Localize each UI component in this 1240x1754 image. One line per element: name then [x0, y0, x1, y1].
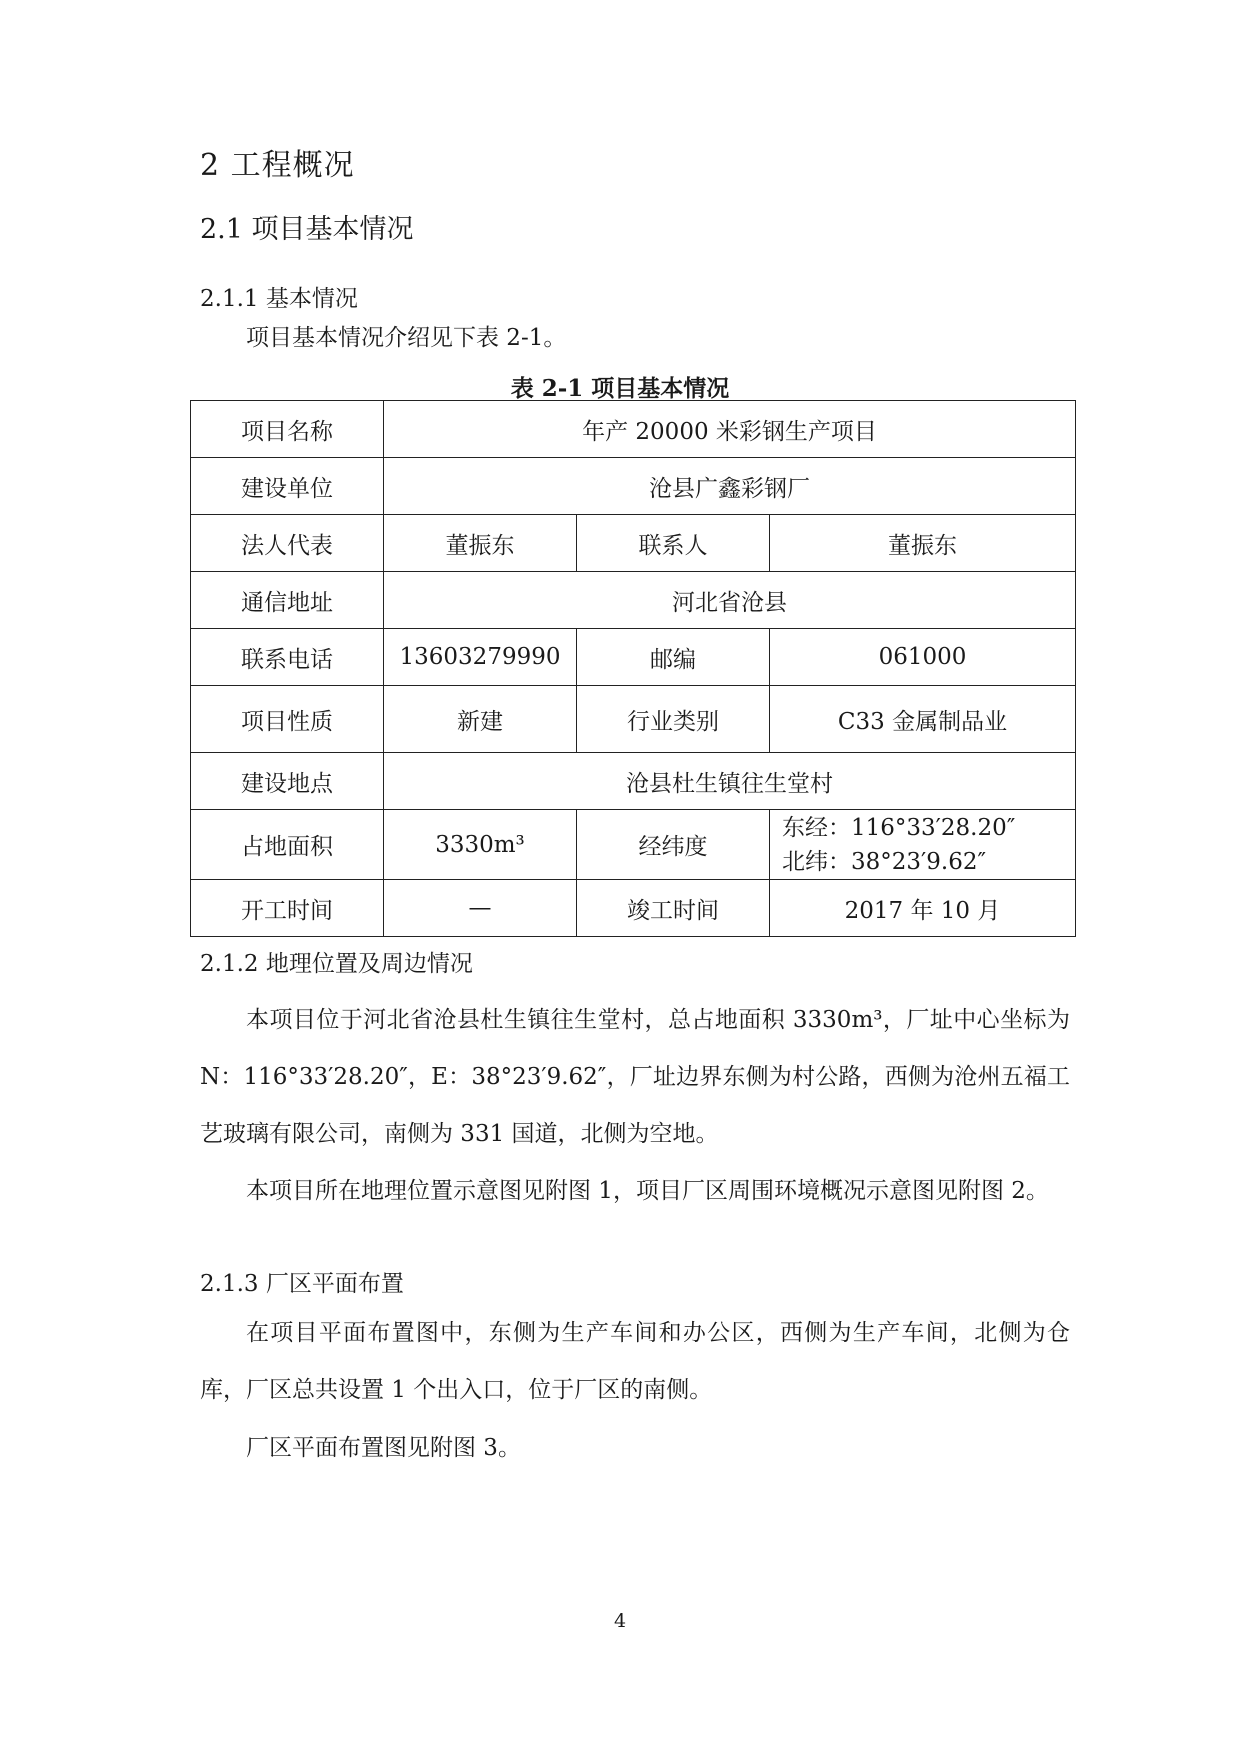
table-row	[191, 401, 1076, 458]
nature-label: 项目性质	[191, 686, 384, 753]
builder-value: 沧县广鑫彩钢厂	[384, 458, 1076, 515]
longitude-value: 东经：116°33′28.20″	[782, 814, 1016, 841]
project-info-table	[190, 400, 1076, 937]
industry-value: C33 金属制品业	[770, 686, 1076, 753]
builder-label: 建设单位	[191, 458, 384, 515]
location-paragraph-2: 本项目所在地理位置示意图见附图 1，项目厂区周围环境概况示意图见附图 2。	[246, 1178, 1049, 1204]
table-row	[191, 572, 1076, 629]
phone-label: 联系电话	[191, 629, 384, 686]
location-paragraph-1: 本项目位于河北省沧县杜生镇往生堂村，总占地面积 3330m³，厂址中心坐标为 N：116°33′28.20″，E：38°23′9.62″，厂址边界东侧为村公路，西侧为沧州五福工艺玻璃有限公司，南侧为 331 国道，北侧为空地。	[200, 1007, 1070, 1147]
section-title: 2.1 项目基本情况	[200, 214, 414, 245]
subsection-title-location: 2.1.2 地理位置及周边情况	[200, 951, 473, 977]
area-value: 3330m³	[384, 810, 577, 880]
legal-rep-value: 董振东	[384, 515, 577, 572]
address-value: 河北省沧县	[384, 572, 1076, 629]
table-row	[191, 458, 1076, 515]
contact-label: 联系人	[577, 515, 770, 572]
latlon-value	[770, 810, 1076, 880]
table-caption: 表 2-1 项目基本情况	[510, 375, 730, 402]
chapter-title: 2 工程概况	[200, 148, 355, 183]
layout-paragraph-2: 厂区平面布置图见附图 3。	[246, 1435, 521, 1461]
site-value: 沧县杜生镇往生堂村	[384, 753, 1076, 810]
subsection-title-basic: 2.1.1 基本情况	[200, 286, 358, 312]
table-row	[191, 515, 1076, 572]
finish-value: 2017 年 10 月	[770, 880, 1076, 937]
subsection-title-layout: 2.1.3 厂区平面布置	[200, 1271, 404, 1297]
table-row	[191, 880, 1076, 937]
start-value: —	[384, 880, 577, 937]
layout-paragraph-1: 在项目平面布置图中，东侧为生产车间和办公区，西侧为生产车间，北侧为仓库，厂区总共设置 1 个出入口，位于厂区的南侧。	[200, 1320, 1070, 1403]
table-row	[191, 629, 1076, 686]
table-row	[191, 753, 1076, 810]
page-number: 4	[613, 1610, 627, 1632]
postcode-value: 061000	[770, 629, 1076, 686]
industry-label: 行业类别	[577, 686, 770, 753]
phone-value: 13603279990	[384, 629, 577, 686]
finish-label: 竣工时间	[577, 880, 770, 937]
project-name-label: 项目名称	[191, 401, 384, 458]
area-label: 占地面积	[191, 810, 384, 880]
latlon-label: 经纬度	[577, 810, 770, 880]
latitude-value: 北纬：38°23′9.62″	[782, 848, 987, 875]
project-name-value: 年产 20000 米彩钢生产项目	[384, 401, 1076, 458]
table-row	[191, 810, 1076, 880]
nature-value: 新建	[384, 686, 577, 753]
table-row	[191, 686, 1076, 753]
address-label: 通信地址	[191, 572, 384, 629]
postcode-label: 邮编	[577, 629, 770, 686]
start-label: 开工时间	[191, 880, 384, 937]
legal-rep-label: 法人代表	[191, 515, 384, 572]
intro-paragraph: 项目基本情况介绍见下表 2-1。	[246, 325, 567, 351]
site-label: 建设地点	[191, 753, 384, 810]
contact-value: 董振东	[770, 515, 1076, 572]
